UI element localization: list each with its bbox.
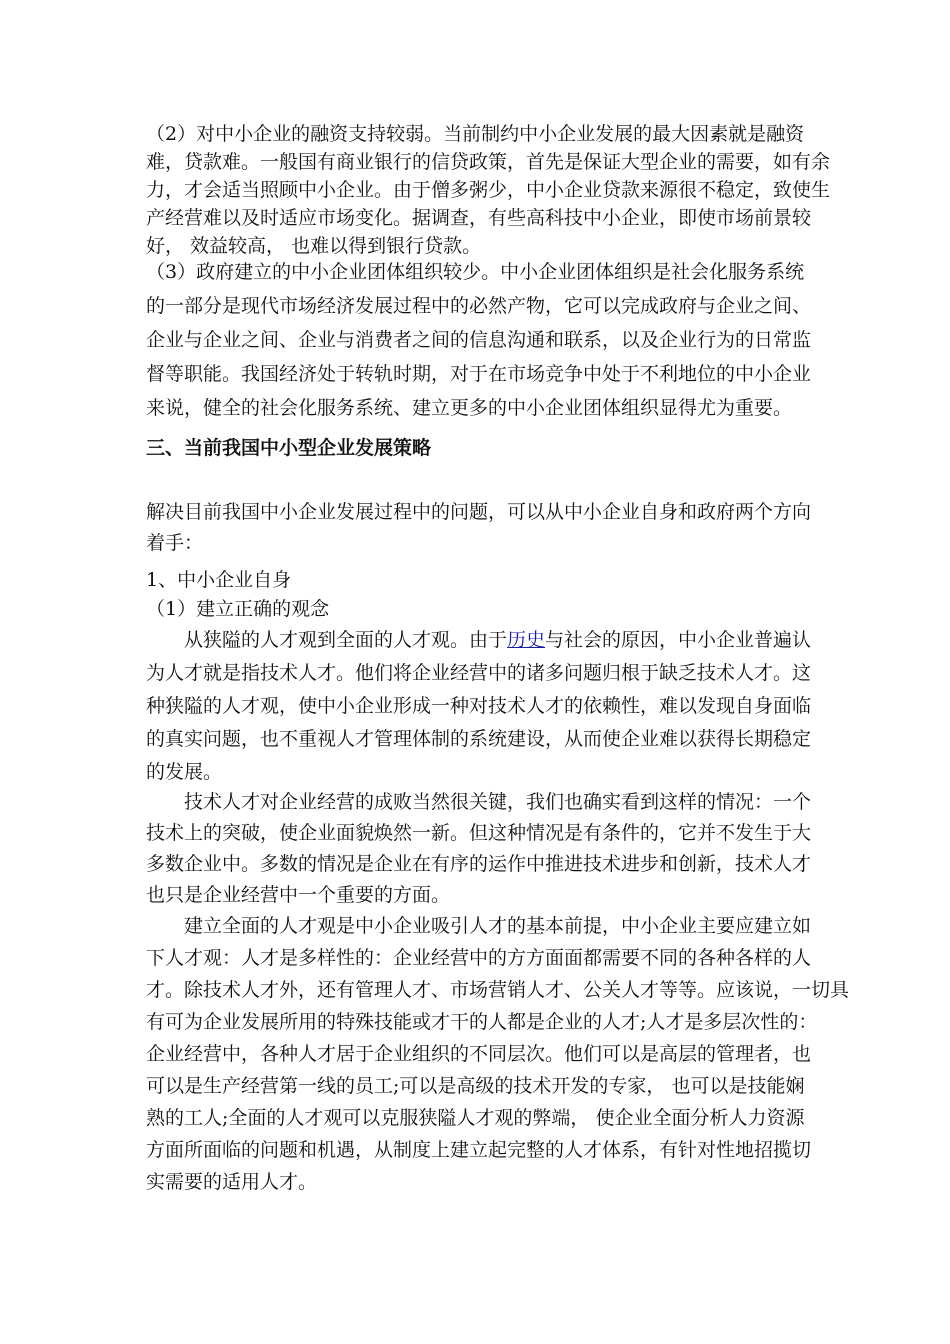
paragraph-comprehensive-talent xyxy=(146,910,850,1198)
text-line: （2）对中小企业的融资支持较弱。当前制约中小企业发展的最大因素就是融资 xyxy=(146,123,805,145)
text-line: 好， 效益较高， 也难以得到银行贷款。 xyxy=(146,235,482,257)
paragraph-talent-view xyxy=(146,624,810,789)
text-line: 督等职能。我国经济处于转轨时期，对于在市场竞争中处于不利地位的中小企业 xyxy=(146,363,812,385)
text-line: （3）政府建立的中小企业团体组织较少。中小企业团体组织是社会化服务系统 xyxy=(146,261,805,283)
text-line: 下人才观：人才是多样性的：企业经营中的方方面面都需要不同的各种各样的人 xyxy=(146,947,812,969)
text-line: 的真实问题，也不重视人才管理体制的系统建设，从而使企业难以获得长期稳定 xyxy=(146,728,812,750)
text-segment: 与社会的原因，中小企业普遍认 xyxy=(545,629,812,651)
history-link[interactable]: 历史 xyxy=(507,629,546,651)
text-line: 才。除技术人才外，还有管理人才、市场营销人才、公关人才等等。应该说，一切具 xyxy=(146,979,850,1001)
text-line: 的一部分是现代市场经济发展过程中的必然产物，它可以完成政府与企业之间、 xyxy=(146,295,812,317)
text-line xyxy=(146,624,810,657)
section-intro xyxy=(146,497,810,559)
text-line: 着手： xyxy=(146,532,204,554)
text-segment: 从狭隘的人才观到全面的人才观。由于 xyxy=(146,629,508,651)
text-line: 实需要的适用人才。 xyxy=(146,1171,318,1193)
text-line: 多数企业中。多数的情况是企业在有序的运作中推进技术进步和创新，技术人才 xyxy=(146,853,812,875)
text-line: 种狭隘的人才观，使中小企业形成一种对技术人才的依赖性，难以发现自身面临 xyxy=(146,695,812,717)
paragraph-business-associations xyxy=(146,255,810,425)
text-line: 解决目前我国中小企业发展过程中的问题，可以从中小企业自身和政府两个方向 xyxy=(146,501,812,523)
sub-heading: 1、中小企业自身 xyxy=(146,569,292,591)
section-heading: 三、当前我国中小型企业发展策略 xyxy=(146,437,432,459)
text-line: 的发展。 xyxy=(146,761,223,783)
text-line: 建立全面的人才观是中小企业吸引人才的基本前提，中小企业主要应建立如 xyxy=(146,915,812,937)
paragraph-technical-talent xyxy=(146,787,810,911)
text-line: 技术上的突破，使企业面貌焕然一新。但这种情况是有条件的，它并不发生于大 xyxy=(146,822,812,844)
text-line: 有可为企业发展所用的特殊技能或才干的人都是企业的人才;人才是多层次性的： xyxy=(146,1011,818,1033)
sub-sub-heading: （1）建立正确的观念 xyxy=(146,598,330,620)
text-line: 来说，健全的社会化服务系统、建立更多的中小企业团体组织显得尤为重要。 xyxy=(146,397,793,419)
text-line: 也只是企业经营中一个重要的方面。 xyxy=(146,884,451,906)
text-line: 技术人才对企业经营的成败当然很关键，我们也确实看到这样的情况：一个 xyxy=(146,791,812,813)
text-line: 产经营难以及时适应市场变化。据调查，有些高科技中小企业，即使市场前景较 xyxy=(146,207,812,229)
text-line: 企业与企业之间、企业与消费者之间的信息沟通和联系，以及企业行为的日常监 xyxy=(146,329,812,351)
text-line: 力，才会适当照顾中小企业。由于僧多粥少，中小企业贷款来源很不稳定，致使生 xyxy=(146,179,831,201)
paragraph-financing-support xyxy=(146,120,831,260)
text-line: 方面所面临的问题和机遇，从制度上建立起完整的人才体系，有针对性地招揽切 xyxy=(146,1139,812,1161)
text-line: 企业经营中，各种人才居于企业组织的不同层次。他们可以是高层的管理者，也 xyxy=(146,1043,812,1065)
text-line: 可以是生产经营第一线的员工;可以是高级的技术开发的专家， 也可以是技能娴 xyxy=(146,1075,805,1097)
text-line: 为人才就是指技术人才。他们将企业经营中的诸多问题归根于缺乏技术人才。这 xyxy=(146,662,812,684)
text-line: 熟的工人;全面的人才观可以克服狭隘人才观的弊端， 使企业全面分析人力资源 xyxy=(146,1107,805,1129)
text-line: 难，贷款难。一般国有商业银行的信贷政策，首先是保证大型企业的需要，如有余 xyxy=(146,151,831,173)
